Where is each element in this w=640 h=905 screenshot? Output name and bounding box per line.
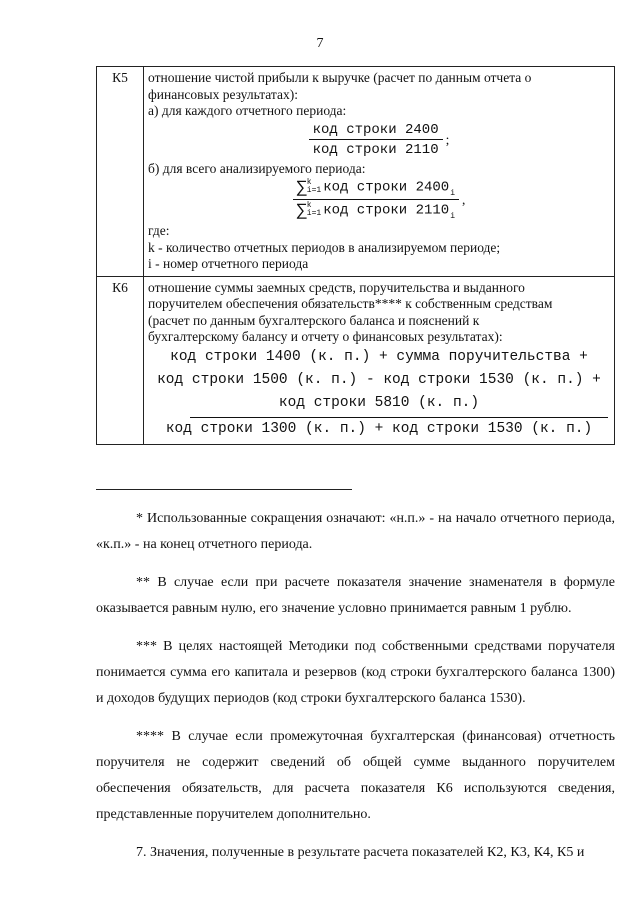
sum-limits	[307, 202, 321, 218]
legend-line: i - номер отчетного периода	[148, 256, 309, 272]
fraction-denominator	[293, 200, 459, 221]
description-line: (расчет по данным бухгалтерского баланса и пояснений к	[148, 312, 480, 328]
sum-upper: k	[306, 178, 312, 187]
description-line: поручителем обеспечения обязательств**** к собственным средствам	[148, 296, 553, 312]
footnote-divider	[96, 489, 352, 490]
indicator-description	[144, 276, 615, 444]
footnote: * Использованные сокращения означают: «н.п.» - на начало отчетного периода, «к.п.» - на конец отчетного периода.	[96, 511, 615, 552]
formula-punctuation: ,	[462, 191, 466, 207]
fraction	[309, 122, 443, 159]
sum-upper: k	[306, 201, 312, 211]
index-subscript: i	[450, 188, 456, 198]
numerator-line: код строки 5810 (к. п.)	[278, 394, 480, 411]
indicators-table	[96, 66, 615, 445]
formula-period	[148, 122, 610, 159]
footnotes	[96, 506, 615, 878]
footnote: **** В случае если промежуточная бухгалтерская (финансовая) отчетность поручителя не содержит сведений об общей сумме выданного поручителем обеспечения обязательств, для расчета показателя К6 используются сведения, представленные поручителем дополнительно.	[96, 729, 615, 822]
description-line: финансовых результатах):	[148, 86, 298, 102]
fraction	[293, 179, 459, 221]
index-subscript: i	[450, 211, 456, 221]
numerator-line: код строки 1400 (к. п.) + сумма поручительства +	[170, 348, 588, 365]
description-line: б) для всего анализируемого периода:	[148, 160, 366, 176]
page-number: 7	[316, 36, 324, 51]
sum-lower: i=1	[306, 209, 322, 219]
numerator-line: код строки 1500 (к. п.) - код строки 1530 (к. п.) +	[157, 371, 601, 388]
description-line: отношение чистой прибыли к выручке (расчет по данным отчета о	[148, 70, 532, 85]
where-label: где:	[148, 223, 170, 239]
body-paragraph: 7. Значения, полученные в результате расчета показателей К2, К3, К4, К5 и	[136, 845, 585, 860]
formula-punctuation: ;	[445, 131, 450, 147]
sum-lower: i=1	[306, 186, 322, 195]
description-line: а) для каждого отчетного периода:	[148, 103, 347, 118]
numerator-text: код строки 2400	[323, 179, 450, 196]
formula-total	[148, 179, 610, 221]
table-row-k5	[97, 67, 615, 277]
sum-symbol: ∑	[296, 178, 307, 198]
description-line: отношение суммы заемных средств, поручительства и выданного	[148, 279, 525, 295]
indicator-code: К5	[97, 67, 144, 277]
legend-line: k - количество отчетных периодов в анализируемом периоде;	[148, 239, 501, 255]
table-row-k6	[97, 276, 615, 444]
formula-k6	[148, 346, 610, 441]
footnote: *** В целях настоящей Методики под собственными средствами поручателя понимается сумма его капитала и резервов (код строки бухгалтерского баланса 1300) и доходов будущих периодов (код строки бухгалтерского баланса 1530).	[96, 639, 615, 706]
denominator-text: код строки 2110	[323, 202, 450, 219]
indicator-description	[144, 67, 615, 277]
fraction-numerator	[293, 179, 459, 200]
denominator-line: код строки 1300 (к. п.) + код строки 1530 (к. п.)	[165, 420, 593, 437]
description-line: бухгалтерскому балансу и отчету о финансовых результатах):	[148, 329, 503, 345]
indicator-code: К6	[97, 276, 144, 444]
footnote: ** В случае если при расчете показателя значение знаменателя в формуле оказывается равным нулю, его значение условно принимается равным 1 рублю.	[96, 575, 615, 616]
fraction-denominator: код строки 2110	[312, 142, 439, 158]
sum-limits	[307, 179, 321, 195]
fraction-numerator: код строки 2400	[309, 122, 443, 141]
sum-symbol: ∑	[296, 201, 307, 221]
